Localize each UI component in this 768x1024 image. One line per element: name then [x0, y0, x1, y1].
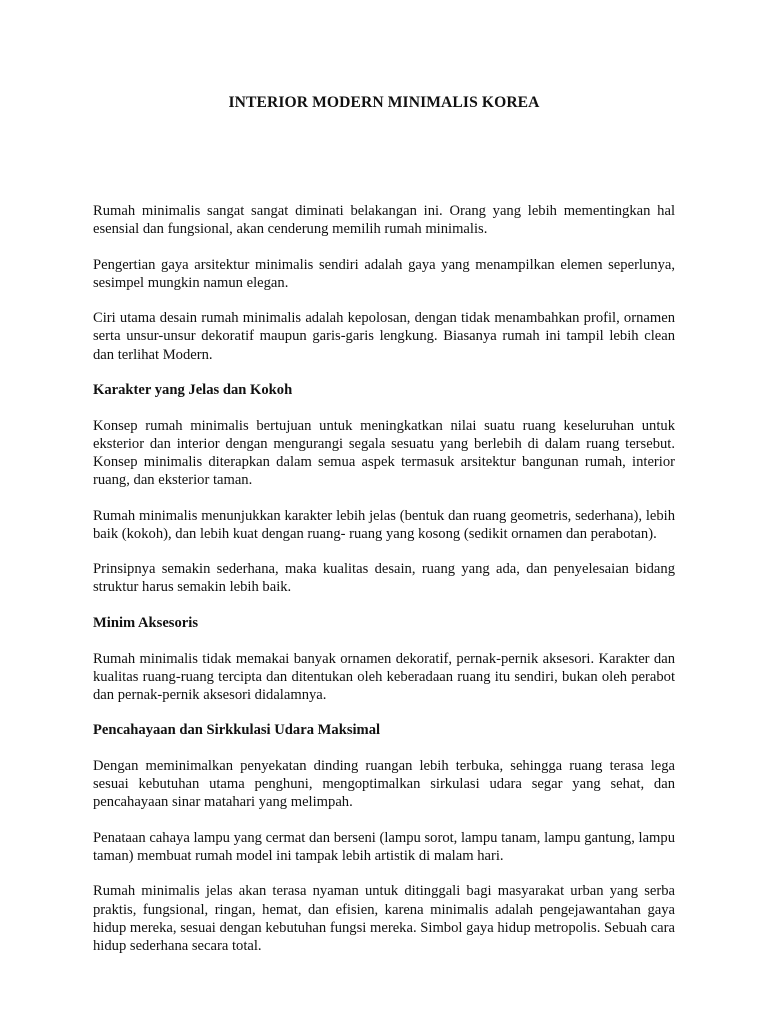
paragraph: Konsep rumah minimalis bertujuan untuk meningkatkan nilai suatu ruang keseluruhan untuk eksterior dan interior dengan mengurangi segala sesuatu yang berlebih di dalam ruang tersebut. Konsep minimalis diterapkan dalam semua aspek termasuk arsitektur bangunan rumah, interior ruang, dan eksterior taman.	[93, 417, 675, 489]
paragraph: Rumah minimalis jelas akan terasa nyaman untuk ditinggali bagi masyarakat urban yang serba praktis, fungsional, ringan, hemat, dan efisien, karena minimalis adalah pengejawantahan gaya hidup mereka, sesuai dengan kebutuhan fungsi mereka. Simbol gaya hidup metropolis. Sebuah cara hidup sederhana secara total.	[93, 883, 675, 954]
paragraph: Pengertian gaya arsitektur minimalis sendiri adalah gaya yang menampilkan elemen seperlunya, sesimpel mungkin namun elegan.	[93, 256, 675, 291]
paragraph: Prinsipnya semakin sederhana, maka kualitas desain, ruang yang ada, dan penyelesaian bidang struktur harus semakin lebih baik.	[93, 561, 675, 596]
paragraph: Rumah minimalis sangat sangat diminati belakangan ini. Orang yang lebih mementingkan hal esensial dan fungsional, akan cenderung memilih rumah minimalis.	[93, 203, 675, 238]
section-heading: Pencahayaan dan Sirkkulasi Udara Maksimal	[93, 722, 381, 739]
paragraph: Dengan meminimalkan penyekatan dinding ruangan lebih terbuka, sehingga ruang terasa lega sesuai kebutuhan utama penghuni, mengoptimalkan sirkulasi udara segar yang sehat, dan pencahayaan sinar matahari yang melimpah.	[93, 757, 675, 811]
paragraph: Rumah minimalis menunjukkan karakter lebih jelas (bentuk dan ruang geometris, sederhana), lebih baik (kokoh), dan lebih kuat dengan ruang- ruang yang kosong (sedikit ornamen dan perabotan).	[93, 507, 675, 542]
paragraph: Penataan cahaya lampu yang cermat dan berseni (lampu sorot, lampu tanam, lampu gantung, lampu taman) membuat rumah model ini tampak lebih artistik di malam hari.	[93, 829, 675, 864]
document-body	[93, 202, 675, 972]
paragraph: Ciri utama desain rumah minimalis adalah kepolosan, dengan tidak menambahkan profil, ornamen serta unsur-unsur dekoratif maupun garis-garis lengkung. Biasanya rumah ini tampil lebih clean dan terlihat Modern.	[93, 310, 675, 363]
document-title: INTERIOR MODERN MINIMALIS KOREA	[228, 94, 540, 111]
section-heading: Minim Aksesoris	[93, 615, 198, 631]
section-heading: Karakter yang Jelas dan Kokoh	[93, 382, 293, 399]
paragraph: Rumah minimalis tidak memakai banyak ornamen dekoratif, pernak-pernik aksesori. Karakter dan kualitas ruang-ruang tercipta dan ditentukan oleh keberadaan ruang itu sendiri, bukan oleh perabot dan pernak-pernik aksesori didalamnya.	[93, 650, 675, 703]
